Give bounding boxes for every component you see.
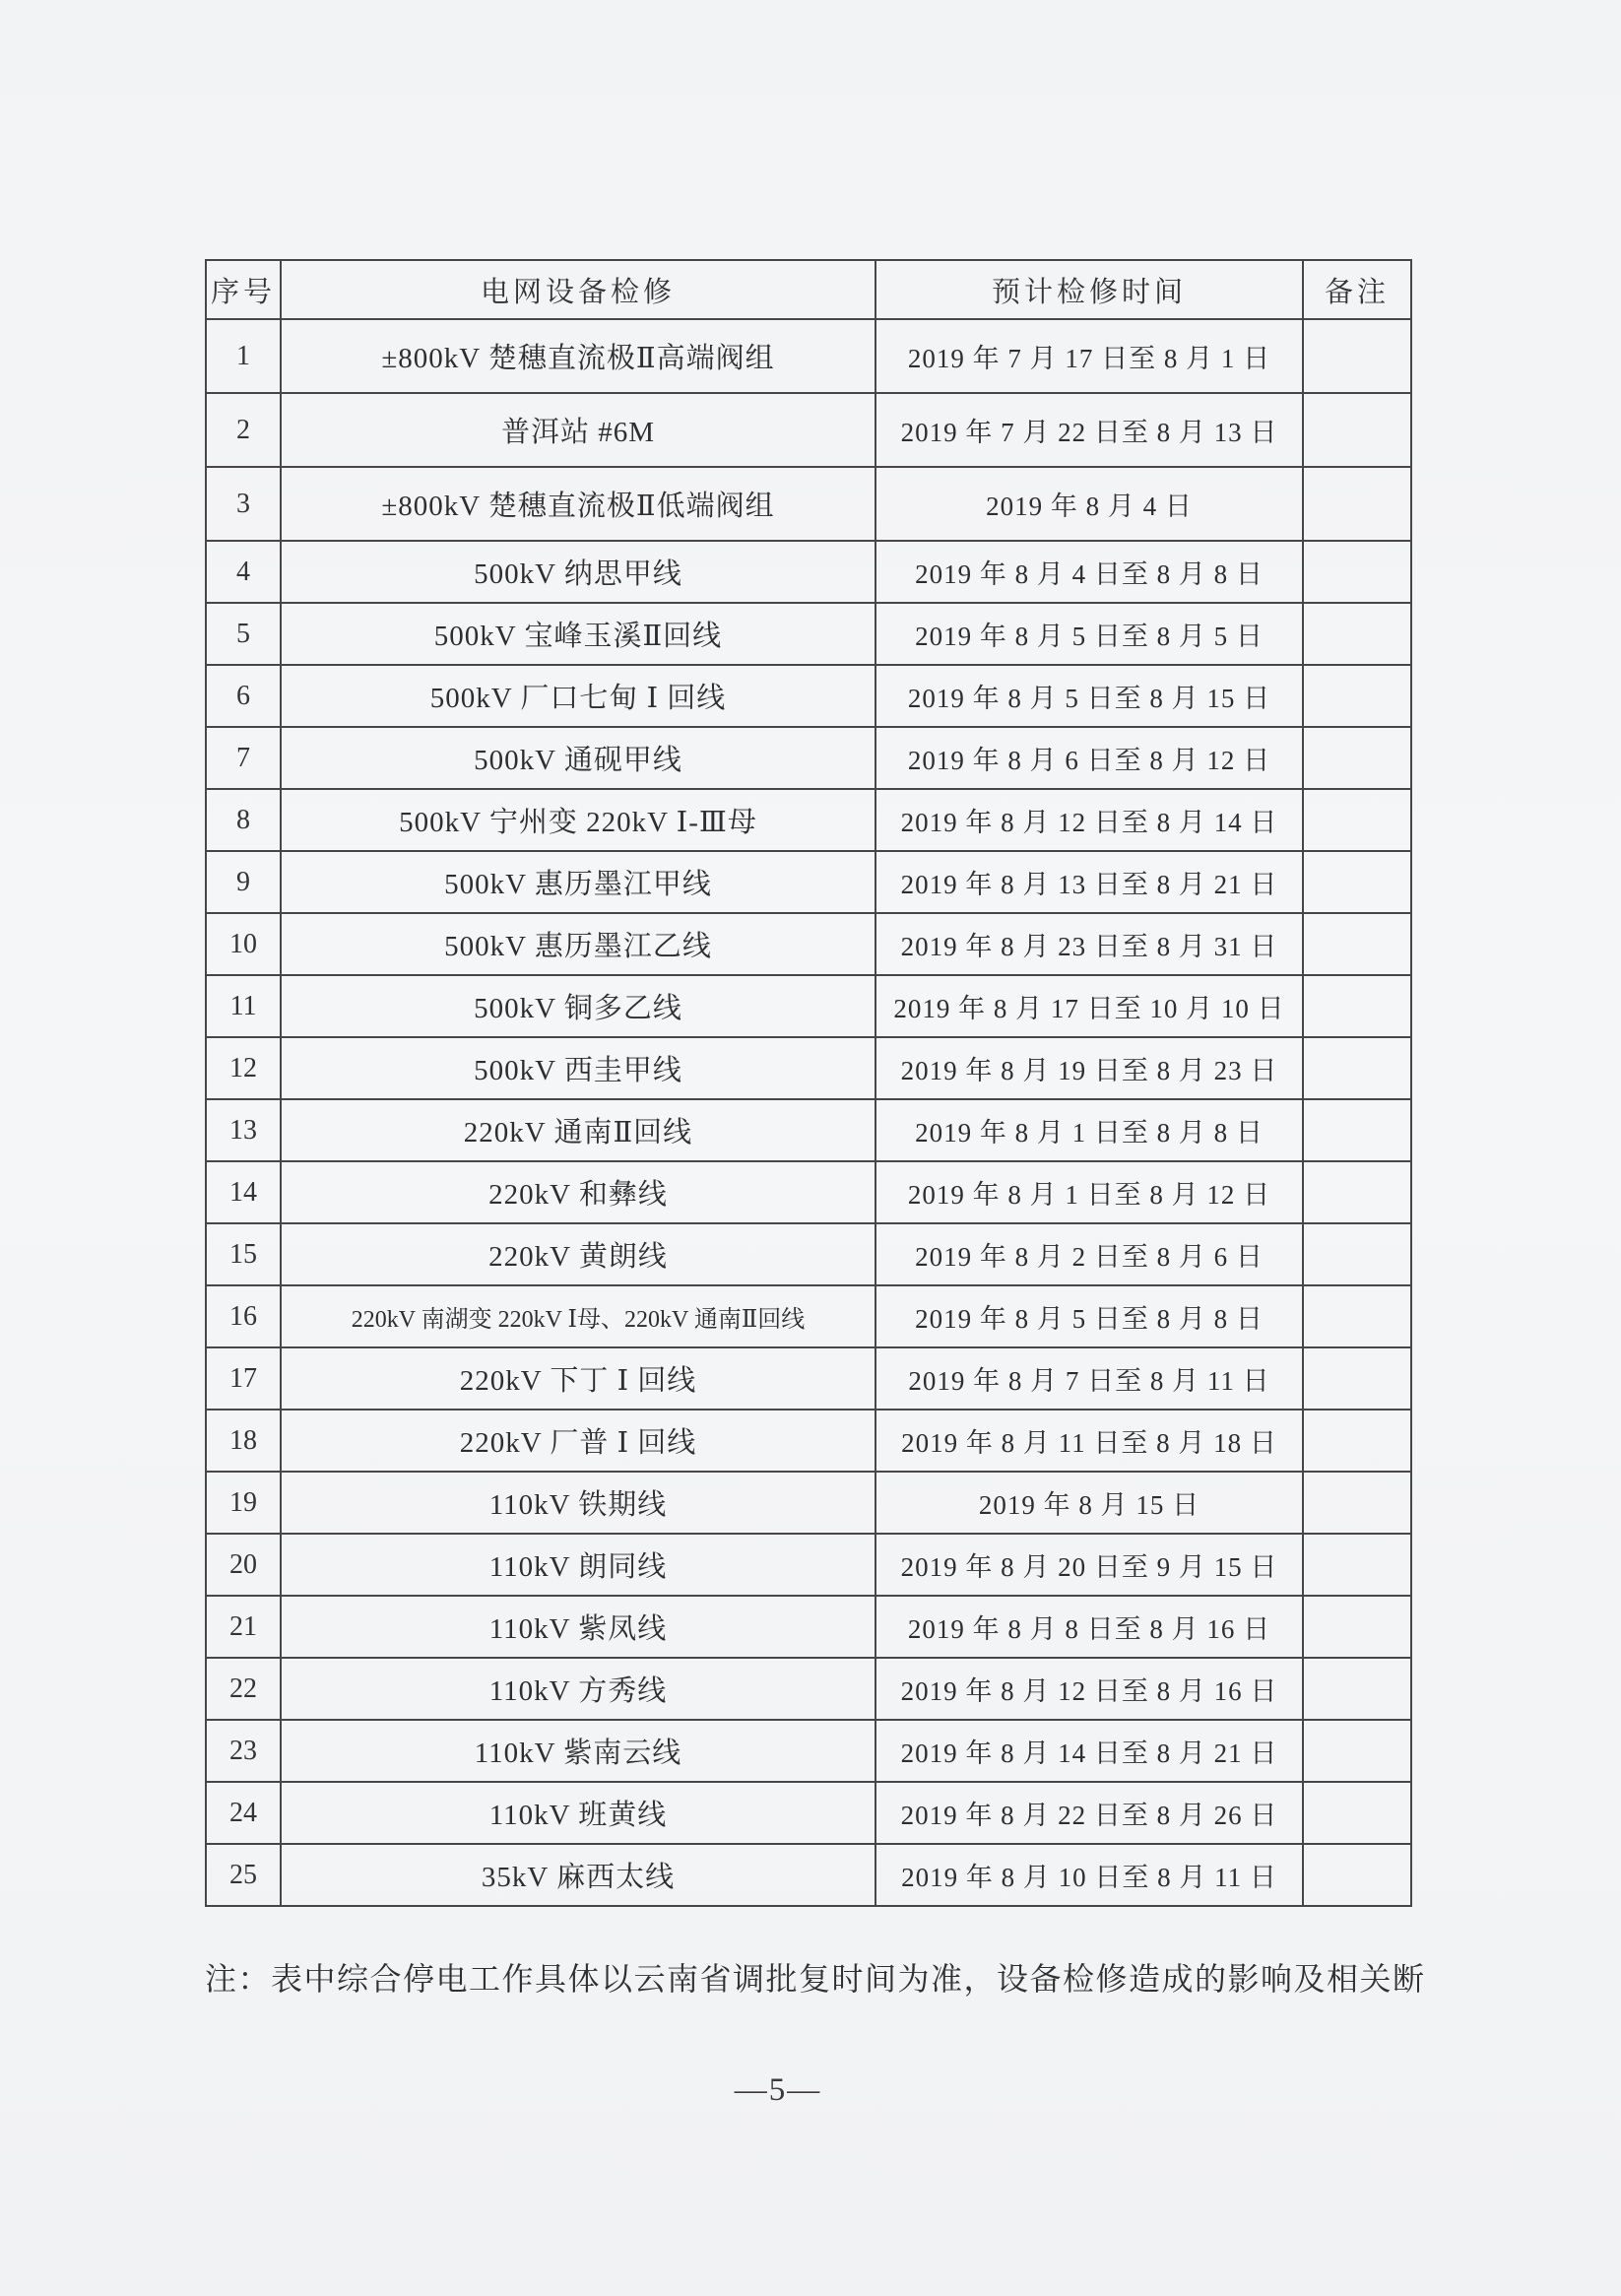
remark-cell (1303, 1658, 1411, 1720)
remark-cell (1303, 467, 1411, 541)
equipment-cell: 35kV 麻西太线 (281, 1844, 875, 1906)
remark-cell (1303, 913, 1411, 975)
table-row (206, 1161, 1411, 1223)
table-row (206, 1223, 1411, 1285)
table-row (206, 467, 1411, 541)
time-cell: 2019 年 8 月 7 日至 8 月 11 日 (875, 1347, 1303, 1410)
table-row (206, 1347, 1411, 1410)
time-cell: 2019 年 8 月 4 日 (875, 467, 1303, 541)
time-cell: 2019 年 7 月 17 日至 8 月 1 日 (875, 319, 1303, 393)
time-cell: 2019 年 8 月 13 日至 8 月 21 日 (875, 851, 1303, 913)
equipment-cell: 500kV 铜多乙线 (281, 975, 875, 1037)
row-index-cell: 1 (206, 319, 281, 393)
equipment-cell: 110kV 紫凤线 (281, 1596, 875, 1658)
footnote: 注：表中综合停电工作具体以云南省调批复时间为准，设备检修造成的影响及相关断 (205, 1961, 1426, 1997)
equipment-cell: 500kV 宝峰玉溪Ⅱ回线 (281, 603, 875, 665)
equipment-cell: 500kV 纳思甲线 (281, 541, 875, 603)
table-row (206, 727, 1411, 789)
equipment-cell: 500kV 西圭甲线 (281, 1037, 875, 1099)
time-cell: 2019 年 8 月 20 日至 9 月 15 日 (875, 1534, 1303, 1596)
table-row (206, 975, 1411, 1037)
row-index-cell: 5 (206, 603, 281, 665)
table-row (206, 603, 1411, 665)
row-index-cell: 8 (206, 789, 281, 851)
remark-cell (1303, 1782, 1411, 1844)
row-index-cell: 11 (206, 975, 281, 1037)
time-cell: 2019 年 8 月 12 日至 8 月 16 日 (875, 1658, 1303, 1720)
table-row (206, 1534, 1411, 1596)
equipment-cell: 500kV 宁州变 220kV Ⅰ-Ⅲ母 (281, 789, 875, 851)
row-index-cell: 25 (206, 1844, 281, 1906)
equipment-cell: 220kV 和彝线 (281, 1161, 875, 1223)
time-cell: 2019 年 8 月 1 日至 8 月 12 日 (875, 1161, 1303, 1223)
time-cell: 2019 年 8 月 5 日至 8 月 8 日 (875, 1285, 1303, 1347)
time-cell: 2019 年 8 月 5 日至 8 月 15 日 (875, 665, 1303, 727)
remark-cell (1303, 789, 1411, 851)
table-row (206, 851, 1411, 913)
remark-cell (1303, 665, 1411, 727)
table-row (206, 1720, 1411, 1782)
equipment-cell: 220kV 通南Ⅱ回线 (281, 1099, 875, 1161)
column-header-time: 预计检修时间 (875, 260, 1303, 319)
page-number: —5— (734, 2072, 822, 2108)
equipment-cell: 500kV 通砚甲线 (281, 727, 875, 789)
remark-cell (1303, 1844, 1411, 1906)
row-index-cell: 7 (206, 727, 281, 789)
table-row (206, 319, 1411, 393)
table-row (206, 1099, 1411, 1161)
row-index-cell: 22 (206, 1658, 281, 1720)
equipment-cell: 110kV 班黄线 (281, 1782, 875, 1844)
equipment-cell: 220kV 南湖变 220kV Ⅰ母、220kV 通南Ⅱ回线 (281, 1285, 875, 1347)
time-cell: 2019 年 8 月 15 日 (875, 1472, 1303, 1534)
equipment-cell: 110kV 方秀线 (281, 1658, 875, 1720)
equipment-cell: ±800kV 楚穗直流极Ⅱ低端阀组 (281, 467, 875, 541)
time-cell: 2019 年 8 月 19 日至 8 月 23 日 (875, 1037, 1303, 1099)
row-index-cell: 15 (206, 1223, 281, 1285)
column-header-index: 序号 (206, 260, 281, 319)
row-index-cell: 3 (206, 467, 281, 541)
row-index-cell: 16 (206, 1285, 281, 1347)
remark-cell (1303, 975, 1411, 1037)
row-index-cell: 23 (206, 1720, 281, 1782)
table-row (206, 1658, 1411, 1720)
equipment-cell: 110kV 朗同线 (281, 1534, 875, 1596)
row-index-cell: 14 (206, 1161, 281, 1223)
remark-cell (1303, 1161, 1411, 1223)
table-row (206, 913, 1411, 975)
table-row (206, 1410, 1411, 1472)
equipment-cell: 110kV 铁期线 (281, 1472, 875, 1534)
remark-cell (1303, 393, 1411, 467)
table-row (206, 393, 1411, 467)
remark-cell (1303, 1037, 1411, 1099)
remark-cell (1303, 1596, 1411, 1658)
remark-cell (1303, 1285, 1411, 1347)
row-index-cell: 13 (206, 1099, 281, 1161)
time-cell: 2019 年 8 月 11 日至 8 月 18 日 (875, 1410, 1303, 1472)
time-cell: 2019 年 8 月 5 日至 8 月 5 日 (875, 603, 1303, 665)
equipment-cell: 500kV 厂口七甸 Ⅰ 回线 (281, 665, 875, 727)
row-index-cell: 10 (206, 913, 281, 975)
equipment-cell: 500kV 惠历墨江甲线 (281, 851, 875, 913)
time-cell: 2019 年 8 月 8 日至 8 月 16 日 (875, 1596, 1303, 1658)
time-cell: 2019 年 8 月 14 日至 8 月 21 日 (875, 1720, 1303, 1782)
table-header-row (206, 260, 1411, 319)
time-cell: 2019 年 8 月 23 日至 8 月 31 日 (875, 913, 1303, 975)
table-row (206, 1844, 1411, 1906)
remark-cell (1303, 541, 1411, 603)
remark-cell (1303, 1223, 1411, 1285)
remark-cell (1303, 1720, 1411, 1782)
maintenance-schedule-table (205, 259, 1412, 1907)
row-index-cell: 9 (206, 851, 281, 913)
remark-cell (1303, 1347, 1411, 1410)
equipment-cell: 220kV 厂普 Ⅰ 回线 (281, 1410, 875, 1472)
equipment-cell: 220kV 下丁 Ⅰ 回线 (281, 1347, 875, 1410)
remark-cell (1303, 1534, 1411, 1596)
time-cell: 2019 年 8 月 4 日至 8 月 8 日 (875, 541, 1303, 603)
time-cell: 2019 年 8 月 12 日至 8 月 14 日 (875, 789, 1303, 851)
equipment-cell: 220kV 黄朗线 (281, 1223, 875, 1285)
column-header-equipment: 电网设备检修 (281, 260, 875, 319)
time-cell: 2019 年 8 月 22 日至 8 月 26 日 (875, 1782, 1303, 1844)
equipment-cell: 500kV 惠历墨江乙线 (281, 913, 875, 975)
remark-cell (1303, 851, 1411, 913)
time-cell: 2019 年 8 月 10 日至 8 月 11 日 (875, 1844, 1303, 1906)
time-cell: 2019 年 8 月 2 日至 8 月 6 日 (875, 1223, 1303, 1285)
row-index-cell: 18 (206, 1410, 281, 1472)
equipment-cell: ±800kV 楚穗直流极Ⅱ高端阀组 (281, 319, 875, 393)
row-index-cell: 21 (206, 1596, 281, 1658)
row-index-cell: 19 (206, 1472, 281, 1534)
time-cell: 2019 年 8 月 17 日至 10 月 10 日 (875, 975, 1303, 1037)
table-row (206, 541, 1411, 603)
table-row (206, 1782, 1411, 1844)
table-row (206, 1285, 1411, 1347)
row-index-cell: 24 (206, 1782, 281, 1844)
table-row (206, 1037, 1411, 1099)
time-cell: 2019 年 8 月 6 日至 8 月 12 日 (875, 727, 1303, 789)
table-row (206, 665, 1411, 727)
remark-cell (1303, 727, 1411, 789)
row-index-cell: 4 (206, 541, 281, 603)
table-row (206, 789, 1411, 851)
remark-cell (1303, 319, 1411, 393)
row-index-cell: 6 (206, 665, 281, 727)
table-row (206, 1472, 1411, 1534)
row-index-cell: 12 (206, 1037, 281, 1099)
time-cell: 2019 年 8 月 1 日至 8 月 8 日 (875, 1099, 1303, 1161)
table-row (206, 1596, 1411, 1658)
time-cell: 2019 年 7 月 22 日至 8 月 13 日 (875, 393, 1303, 467)
equipment-cell: 普洱站 #6M (281, 393, 875, 467)
remark-cell (1303, 1472, 1411, 1534)
row-index-cell: 17 (206, 1347, 281, 1410)
column-header-remark: 备注 (1303, 260, 1411, 319)
remark-cell (1303, 1099, 1411, 1161)
remark-cell (1303, 603, 1411, 665)
row-index-cell: 2 (206, 393, 281, 467)
remark-cell (1303, 1410, 1411, 1472)
row-index-cell: 20 (206, 1534, 281, 1596)
equipment-cell: 110kV 紫南云线 (281, 1720, 875, 1782)
